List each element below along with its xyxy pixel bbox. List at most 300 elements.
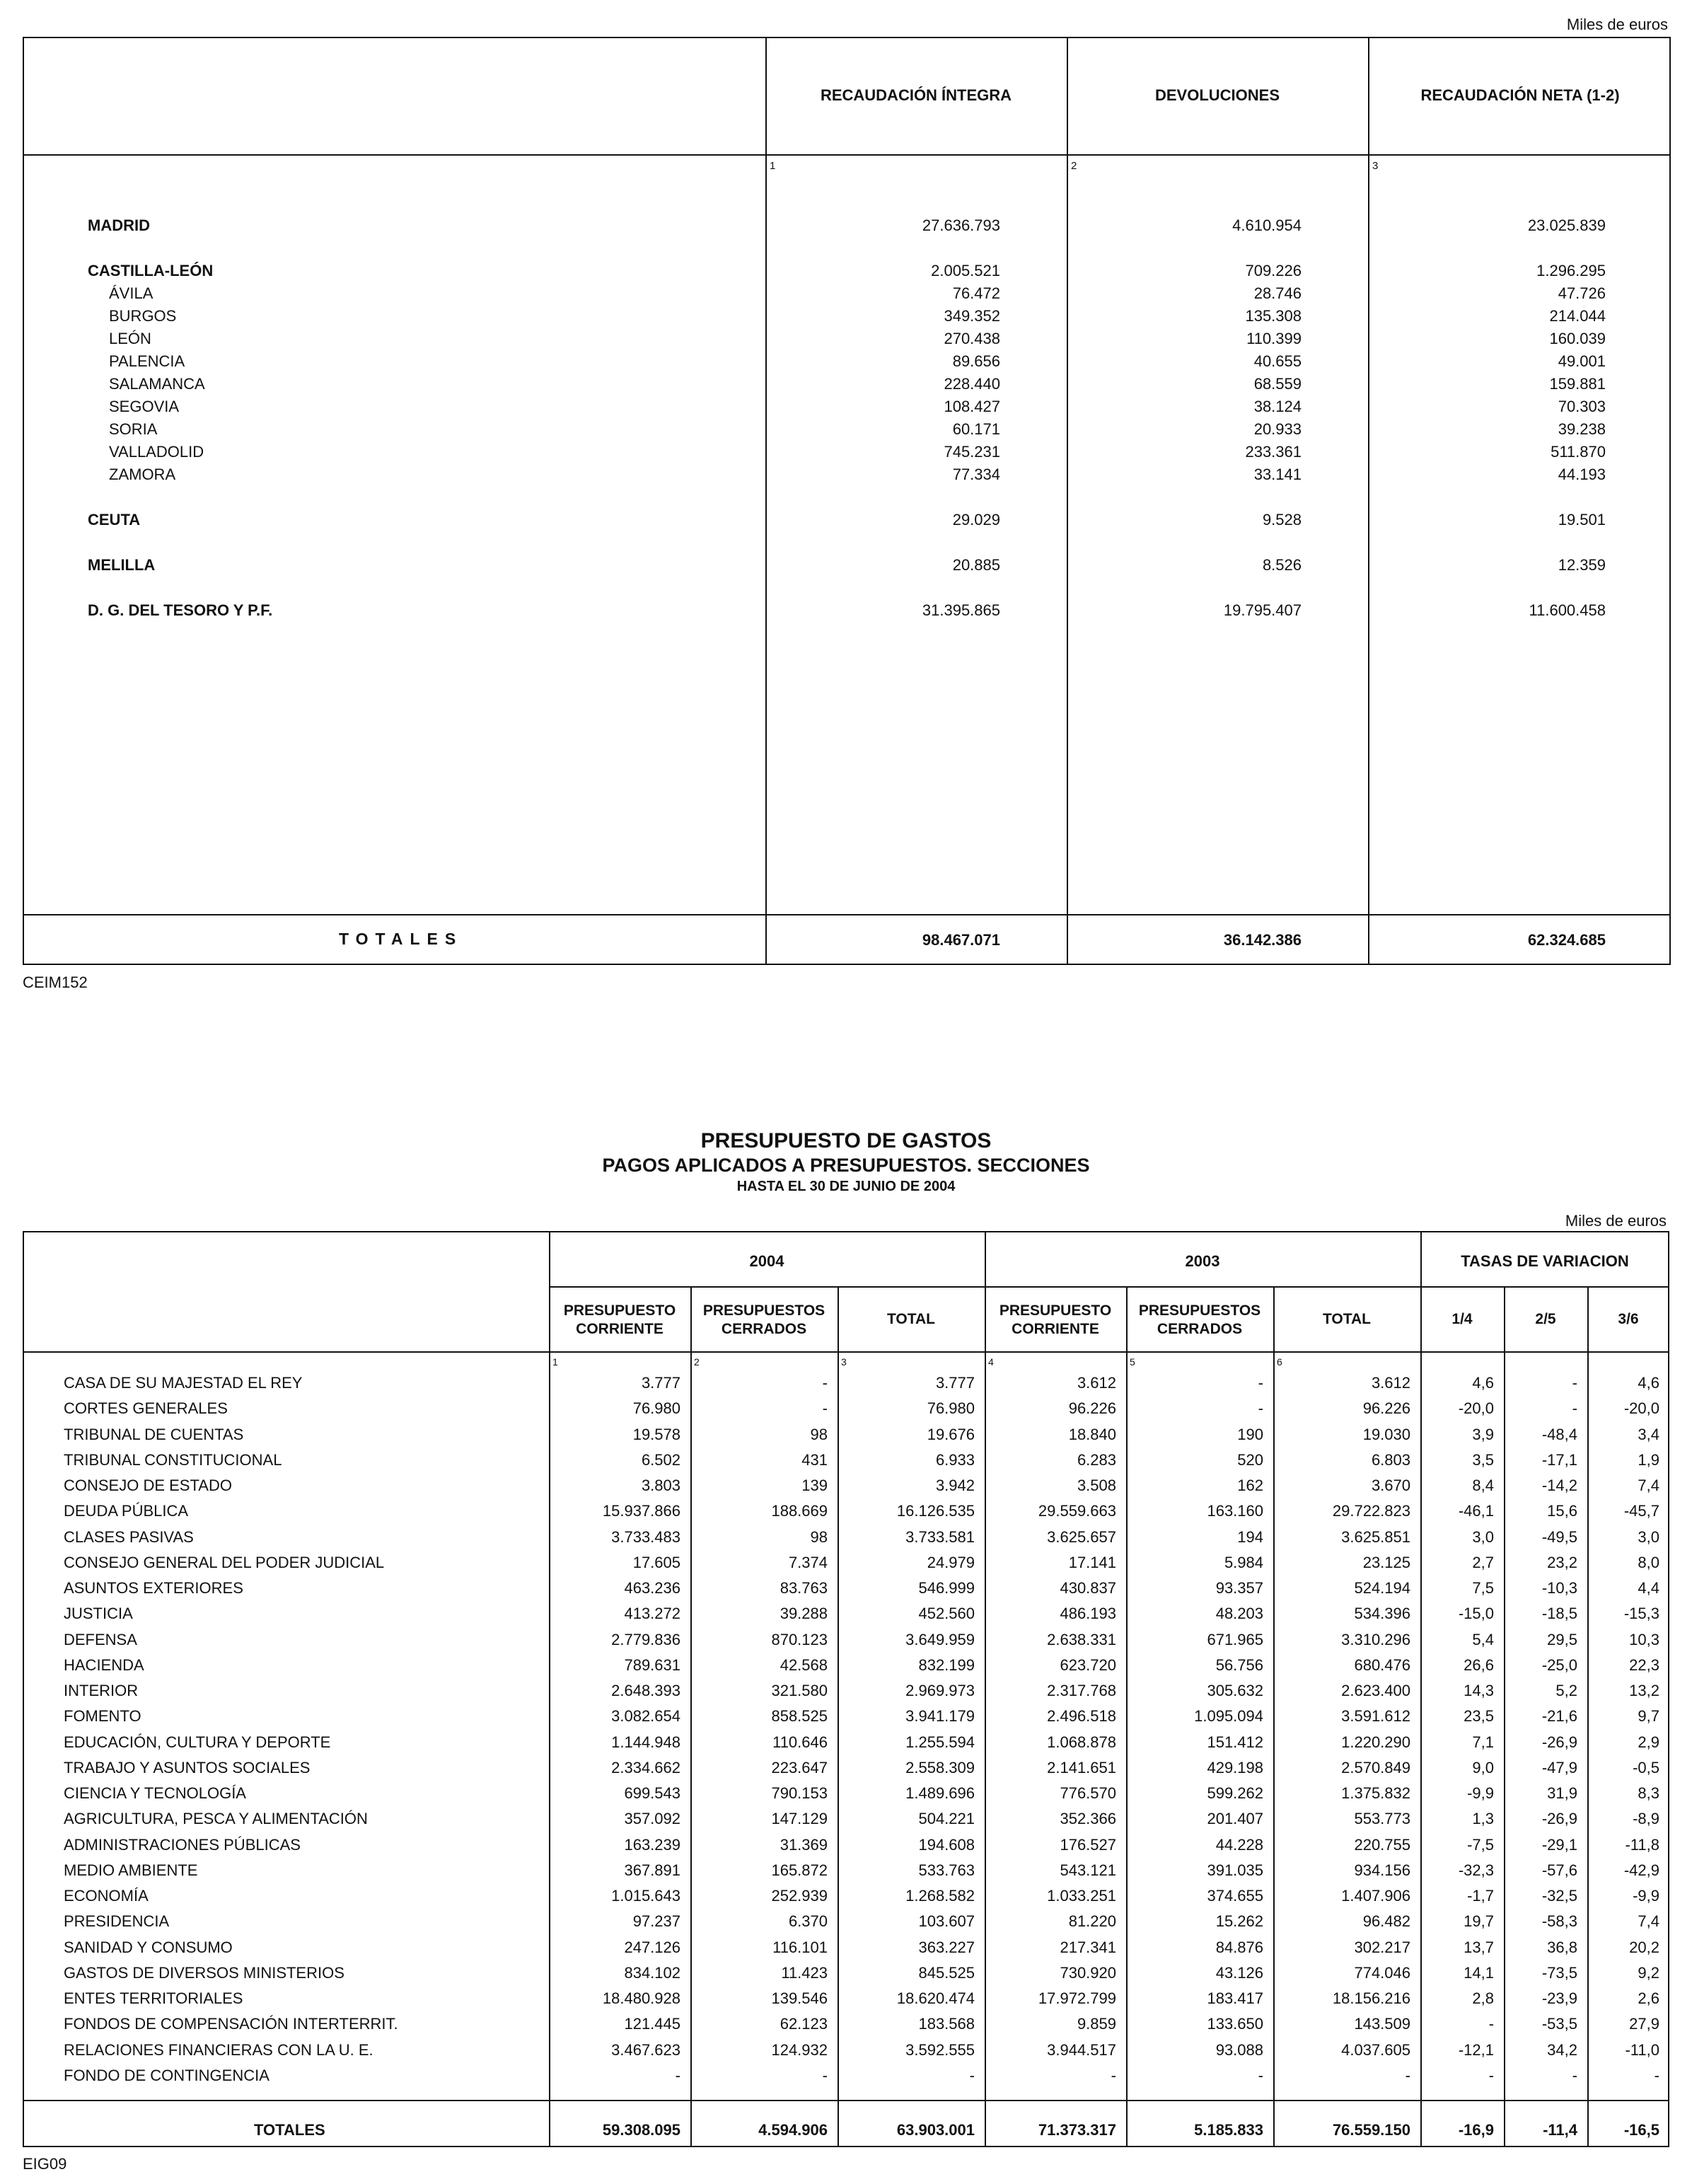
cell-total-2003: 220.755: [1354, 1836, 1410, 1854]
cell-devoluciones: 135.308: [1245, 307, 1302, 325]
cell-pres-corriente-2003: 352.366: [1060, 1810, 1116, 1827]
cell-tasa-3-6: -11,8: [1625, 1836, 1659, 1854]
cell-tasa-1-4: 13,7: [1464, 1939, 1494, 1956]
row-label: ADMINISTRACIONES PÚBLICAS: [64, 1836, 301, 1854]
cell-recaudacion-neta: 49.001: [1558, 352, 1606, 370]
cell-total-2004: 6.933: [935, 1451, 975, 1469]
cell-pres-cerrados-2003: 599.262: [1207, 1784, 1263, 1802]
cell-pres-corriente-2004: 247.126: [624, 1939, 680, 1956]
cell-tasa-3-6: -11,0: [1625, 2041, 1659, 2059]
cell-tasa-1-4: -1,7: [1467, 1887, 1494, 1905]
cell-pres-corriente-2003: 9.859: [1077, 2015, 1116, 2033]
subheader-line: PRESUPUESTOS: [702, 1302, 825, 1319]
cell-pres-cerrados-2004: 188.669: [771, 1502, 828, 1520]
cell-tasa-3-6: 7,4: [1638, 1477, 1659, 1494]
cell-pres-corriente-2004: 76.980: [632, 1399, 680, 1417]
cell-tasa-3-6: -8,9: [1633, 1810, 1659, 1827]
row-label: LEÓN: [109, 330, 151, 347]
cell-pres-cerrados-2003: -: [1258, 2067, 1263, 2084]
cell-tasa-1-4: 1,3: [1472, 1810, 1494, 1827]
row-label: RELACIONES FINANCIERAS CON LA U. E.: [64, 2041, 373, 2059]
header-divider: [549, 1286, 1668, 1288]
cell-devoluciones: 9.528: [1262, 511, 1302, 528]
cell-pres-cerrados-2003: 48.203: [1215, 1605, 1263, 1622]
cell-total-2004: 832.199: [918, 1656, 975, 1674]
row-label: FONDOS DE COMPENSACIÓN INTERTERRIT.: [64, 2015, 398, 2033]
cell-total-2003: 3.625.851: [1341, 1528, 1410, 1546]
subheader-line: 2/5: [1535, 1311, 1556, 1327]
cell-pres-corriente-2003: 96.226: [1068, 1399, 1116, 1417]
cell-pres-corriente-2004: 3.467.623: [611, 2041, 680, 2059]
cell-pres-cerrados-2004: 139: [801, 1477, 828, 1494]
cell-tasa-3-6: 2,6: [1638, 1989, 1659, 2007]
cell-pres-corriente-2003: 18.840: [1068, 1426, 1116, 1443]
cell-pres-corriente-2004: 834.102: [624, 1964, 680, 1982]
row-label: CASA DE SU MAJESTAD EL REY: [64, 1374, 303, 1392]
cell-pres-cerrados-2003: 15.262: [1215, 1912, 1263, 1930]
cell-total-2004: 194.608: [918, 1836, 975, 1854]
cell-total-2004: 3.941.179: [905, 1707, 975, 1725]
totals-divider: [24, 2100, 1668, 2101]
header-year-2004: 2004: [749, 1252, 784, 1270]
units-label-table1: Miles de euros: [1566, 16, 1668, 33]
cell-devoluciones: 28.746: [1253, 284, 1302, 302]
cell-pres-cerrados-2004: -: [822, 1399, 828, 1417]
cell-pres-cerrados-2003: 190: [1237, 1426, 1263, 1443]
cell-pres-corriente-2003: 17.972.799: [1038, 1989, 1116, 2007]
cell-total-2003: 23.125: [1362, 1554, 1410, 1571]
row-label: EDUCACIÓN, CULTURA Y DEPORTE: [64, 1733, 331, 1751]
cell-pres-cerrados-2003: 56.756: [1215, 1656, 1263, 1674]
cell-pres-corriente-2003: 3.625.657: [1047, 1528, 1116, 1546]
cell-total-2003: 3.612: [1371, 1374, 1410, 1392]
total-tasa-2-5: -11,4: [1543, 2121, 1577, 2139]
cell-pres-cerrados-2003: 429.198: [1207, 1759, 1263, 1776]
cell-tasa-1-4: -20,0: [1458, 1399, 1494, 1417]
cell-total-2003: 96.482: [1362, 1912, 1410, 1930]
cell-tasa-1-4: -: [1488, 2015, 1494, 2033]
cell-tasa-2-5: -23,9: [1541, 1989, 1577, 2007]
total-tasa-1-4: -16,9: [1458, 2121, 1494, 2139]
cell-pres-cerrados-2003: 163.160: [1207, 1502, 1263, 1520]
cell-tasa-3-6: 9,7: [1638, 1707, 1659, 1725]
cell-pres-cerrados-2004: 31.369: [780, 1836, 828, 1854]
cell-total-2004: 19.676: [927, 1426, 975, 1443]
cell-pres-cerrados-2004: -: [822, 2067, 828, 2084]
row-label: JUSTICIA: [64, 1605, 133, 1622]
subheader-line: TOTAL: [1322, 1311, 1372, 1327]
cell-pres-corriente-2004: 121.445: [624, 2015, 680, 2033]
cell-pres-cerrados-2003: 44.228: [1215, 1836, 1263, 1854]
cell-tasa-2-5: -10,3: [1541, 1579, 1577, 1597]
cell-pres-corriente-2003: 3.508: [1077, 1477, 1116, 1494]
column-divider: [1067, 38, 1068, 964]
cell-recaudacion-integra: 20.885: [952, 556, 1000, 574]
row-label: FONDO DE CONTINGENCIA: [64, 2067, 270, 2084]
page-title: PRESUPUESTO DE GASTOS: [700, 1129, 992, 1152]
row-label: MEDIO AMBIENTE: [64, 1861, 198, 1879]
cell-tasa-1-4: 7,5: [1472, 1579, 1494, 1597]
budget-payments-table: [23, 1231, 1669, 2147]
cell-total-2003: 1.407.906: [1341, 1887, 1410, 1905]
cell-pres-corriente-2004: 19.578: [632, 1426, 680, 1443]
cell-tasa-3-6: -9,9: [1633, 1887, 1659, 1905]
page-subtitle: PAGOS APLICADOS A PRESUPUESTOS. SECCIONES: [602, 1155, 1090, 1176]
cell-total-2003: 934.156: [1354, 1861, 1410, 1879]
cell-pres-cerrados-2004: 6.370: [788, 1912, 828, 1930]
cell-recaudacion-neta: 23.025.839: [1527, 216, 1606, 234]
cell-tasa-1-4: 2,8: [1472, 1989, 1494, 2007]
cell-tasa-1-4: -12,1: [1458, 2041, 1494, 2059]
cell-recaudacion-neta: 39.238: [1558, 420, 1606, 438]
row-label: BURGOS: [109, 307, 177, 325]
header-devoluciones: DEVOLUCIONES: [1154, 86, 1280, 104]
cell-pres-corriente-2004: 463.236: [624, 1579, 680, 1597]
cell-tasa-1-4: -9,9: [1467, 1784, 1494, 1802]
cell-pres-cerrados-2004: -: [822, 1374, 828, 1392]
cell-recaudacion-integra: 27.636.793: [922, 216, 1000, 234]
cell-total-2004: 533.763: [918, 1861, 975, 1879]
cell-tasa-3-6: 9,2: [1638, 1964, 1659, 1982]
cell-tasa-2-5: 15,6: [1547, 1502, 1577, 1520]
cell-pres-cerrados-2003: 305.632: [1207, 1682, 1263, 1699]
cell-pres-corriente-2003: 1.068.878: [1047, 1733, 1116, 1751]
cell-recaudacion-neta: 11.600.458: [1529, 601, 1606, 619]
cell-pres-corriente-2003: 17.141: [1068, 1554, 1116, 1571]
cell-pres-corriente-2004: 699.543: [624, 1784, 680, 1802]
total-pres-corriente-2004: 59.308.095: [602, 2121, 680, 2139]
row-label: SALAMANCA: [109, 375, 205, 393]
cell-tasa-3-6: 4,4: [1638, 1579, 1659, 1597]
cell-devoluciones: 8.526: [1262, 556, 1302, 574]
row-label: VALLADOLID: [109, 443, 204, 461]
total-tasa-3-6: -16,5: [1623, 2121, 1659, 2139]
cell-tasa-2-5: 23,2: [1547, 1554, 1577, 1571]
column-number: 1: [552, 1356, 558, 1368]
cell-tasa-3-6: 10,3: [1629, 1631, 1659, 1648]
row-label: ZAMORA: [109, 466, 176, 483]
row-label: ASUNTOS EXTERIORES: [64, 1579, 243, 1597]
subheader-line: CERRADOS: [1157, 1321, 1243, 1337]
cell-total-2003: 534.396: [1354, 1605, 1410, 1622]
cell-total-2003: 1.375.832: [1341, 1784, 1410, 1802]
cell-pres-cerrados-2003: 391.035: [1207, 1861, 1263, 1879]
cell-total-2003: 524.194: [1354, 1579, 1410, 1597]
total-pres-cerrados-2003: 5.185.833: [1194, 2121, 1263, 2139]
cell-tasa-2-5: 31,9: [1547, 1784, 1577, 1802]
row-label: DEUDA PÚBLICA: [64, 1502, 189, 1520]
cell-recaudacion-integra: 270.438: [944, 330, 1000, 347]
subheader-line: 1/4: [1451, 1311, 1473, 1327]
cell-pres-cerrados-2003: 183.417: [1207, 1989, 1263, 2007]
cell-tasa-3-6: 27,9: [1629, 2015, 1659, 2033]
cell-devoluciones: 20.933: [1253, 420, 1302, 438]
cell-pres-cerrados-2003: 93.357: [1215, 1579, 1263, 1597]
cell-pres-corriente-2003: 730.920: [1060, 1964, 1116, 1982]
header-divider: [24, 154, 1669, 156]
column-number: 5: [1130, 1356, 1135, 1368]
column-divider: [1368, 38, 1369, 964]
cell-total-2004: -: [969, 2067, 975, 2084]
cell-tasa-3-6: 13,2: [1629, 1682, 1659, 1699]
cell-tasa-1-4: -7,5: [1467, 1836, 1494, 1854]
cell-pres-corriente-2003: 6.283: [1077, 1451, 1116, 1469]
cell-tasa-1-4: 5,4: [1472, 1631, 1494, 1648]
cell-recaudacion-integra: 228.440: [944, 375, 1000, 393]
cell-pres-corriente-2003: 217.341: [1060, 1939, 1116, 1956]
cell-tasa-2-5: 5,2: [1555, 1682, 1577, 1699]
header-tasas-variacion: TASAS DE VARIACION: [1461, 1252, 1629, 1270]
subheader-line: CORRIENTE: [576, 1321, 664, 1337]
total-devoluciones: 36.142.386: [1223, 931, 1302, 949]
row-label: TRIBUNAL DE CUENTAS: [64, 1426, 244, 1443]
total-pres-cerrados-2004: 4.594.906: [758, 2121, 828, 2139]
cell-tasa-1-4: 19,7: [1464, 1912, 1494, 1930]
cell-pres-corriente-2004: 789.631: [624, 1656, 680, 1674]
cell-tasa-3-6: 3,4: [1638, 1426, 1659, 1443]
subheader-line: CORRIENTE: [1012, 1321, 1099, 1337]
cell-total-2003: 96.226: [1362, 1399, 1410, 1417]
cell-tasa-2-5: -73,5: [1541, 1964, 1577, 1982]
cell-tasa-1-4: 14,1: [1464, 1964, 1494, 1982]
row-label: CORTES GENERALES: [64, 1399, 228, 1417]
row-label: MELILLA: [88, 556, 156, 574]
row-label: CASTILLA-LEÓN: [88, 262, 214, 279]
column-number: 3: [841, 1356, 847, 1368]
cell-tasa-1-4: 4,6: [1472, 1374, 1494, 1392]
cell-total-2004: 2.558.309: [905, 1759, 975, 1776]
cell-pres-cerrados-2004: 870.123: [771, 1631, 828, 1648]
cell-pres-cerrados-2004: 98: [810, 1528, 828, 1546]
row-label: ÁVILA: [109, 284, 153, 302]
cell-pres-cerrados-2003: 133.650: [1207, 2015, 1263, 2033]
cell-pres-corriente-2004: 18.480.928: [602, 1989, 680, 2007]
header-recaudacion-integra: RECAUDACIÓN ÍNTEGRA: [820, 86, 1012, 104]
cell-recaudacion-integra: 745.231: [944, 443, 1000, 461]
cell-pres-corriente-2004: 163.239: [624, 1836, 680, 1854]
cell-tasa-1-4: 14,3: [1464, 1682, 1494, 1699]
subheader-line: PRESUPUESTO: [563, 1302, 676, 1319]
cell-total-2003: 302.217: [1354, 1939, 1410, 1956]
cell-devoluciones: 4.610.954: [1232, 216, 1302, 234]
cell-tasa-2-5: -26,9: [1541, 1733, 1577, 1751]
cell-tasa-1-4: -46,1: [1458, 1502, 1494, 1520]
column-number: 4: [988, 1356, 994, 1368]
row-label: PALENCIA: [109, 352, 185, 370]
cell-pres-corriente-2004: 17.605: [632, 1554, 680, 1571]
cell-recaudacion-neta: 19.501: [1558, 511, 1606, 528]
header-year-2003: 2003: [1185, 1252, 1220, 1270]
row-label: ECONOMÍA: [64, 1887, 149, 1905]
cell-tasa-3-6: -0,5: [1633, 1759, 1659, 1776]
cell-pres-cerrados-2003: 194: [1237, 1528, 1263, 1546]
cell-pres-corriente-2004: 3.777: [641, 1374, 680, 1392]
cell-pres-cerrados-2004: 98: [810, 1426, 828, 1443]
row-label: FOMENTO: [64, 1707, 141, 1725]
cell-tasa-2-5: -49,5: [1541, 1528, 1577, 1546]
cell-pres-cerrados-2004: 431: [801, 1451, 828, 1469]
cell-pres-corriente-2004: 1.015.643: [611, 1887, 680, 1905]
cell-pres-corriente-2003: 2.638.331: [1047, 1631, 1116, 1648]
subheader-pres-cerrados-2003: [1126, 1302, 1273, 1339]
cell-tasa-1-4: -15,0: [1458, 1605, 1494, 1622]
cell-pres-cerrados-2004: 223.647: [771, 1759, 828, 1776]
cell-total-2003: 3.670: [1371, 1477, 1410, 1494]
cell-pres-corriente-2003: 486.193: [1060, 1605, 1116, 1622]
cell-tasa-3-6: 4,6: [1638, 1374, 1659, 1392]
document-code: EIG09: [23, 2155, 67, 2173]
cell-total-2003: 774.046: [1354, 1964, 1410, 1982]
cell-pres-corriente-2004: 367.891: [624, 1861, 680, 1879]
cell-tasa-1-4: 3,5: [1472, 1451, 1494, 1469]
totals-label: TOTALES: [254, 2121, 325, 2139]
totals-divider: [24, 914, 1669, 915]
page-date: HASTA EL 30 DE JUNIO DE 2004: [736, 1179, 956, 1194]
cell-pres-cerrados-2004: 147.129: [771, 1810, 828, 1827]
cell-tasa-1-4: 3,9: [1472, 1426, 1494, 1443]
cell-pres-corriente-2003: 2.317.768: [1047, 1682, 1116, 1699]
cell-total-2004: 452.560: [918, 1605, 975, 1622]
cell-total-2004: 3.592.555: [905, 2041, 975, 2059]
cell-tasa-2-5: 34,2: [1547, 2041, 1577, 2059]
cell-devoluciones: 110.399: [1246, 330, 1302, 347]
total-total-2003: 76.559.150: [1332, 2121, 1410, 2139]
cell-devoluciones: 38.124: [1253, 398, 1302, 415]
cell-tasa-1-4: 9,0: [1472, 1759, 1494, 1776]
row-label: AGRICULTURA, PESCA Y ALIMENTACIÓN: [64, 1810, 368, 1827]
cell-total-2004: 183.568: [918, 2015, 975, 2033]
cell-total-2004: 3.777: [935, 1374, 975, 1392]
cell-pres-corriente-2004: 357.092: [624, 1810, 680, 1827]
cell-tasa-2-5: 36,8: [1547, 1939, 1577, 1956]
cell-devoluciones: 19.795.407: [1223, 601, 1302, 619]
header-divider: [24, 1351, 1668, 1353]
cell-tasa-2-5: -25,0: [1541, 1656, 1577, 1674]
cell-pres-cerrados-2004: 139.546: [771, 1989, 828, 2007]
cell-total-2004: 1.489.696: [905, 1784, 975, 1802]
subheader-tasa-3-6: [1587, 1310, 1669, 1329]
cell-pres-cerrados-2004: 321.580: [771, 1682, 828, 1699]
column-number: 1: [770, 160, 776, 172]
cell-pres-cerrados-2004: 83.763: [780, 1579, 828, 1597]
cell-pres-cerrados-2004: 62.123: [780, 2015, 828, 2033]
row-label: CONSEJO GENERAL DEL PODER JUDICIAL: [64, 1554, 385, 1571]
cell-tasa-3-6: 8,3: [1638, 1784, 1659, 1802]
cell-pres-cerrados-2004: 165.872: [771, 1861, 828, 1879]
subheader-line: PRESUPUESTO: [999, 1302, 1112, 1319]
cell-total-2004: 1.255.594: [905, 1733, 975, 1751]
cell-pres-cerrados-2003: 374.655: [1207, 1887, 1263, 1905]
subheader-total-2003: [1273, 1310, 1420, 1329]
cell-pres-cerrados-2004: 858.525: [771, 1707, 828, 1725]
cell-total-2004: 24.979: [927, 1554, 975, 1571]
cell-pres-cerrados-2003: 151.412: [1207, 1733, 1263, 1751]
cell-recaudacion-integra: 31.395.865: [922, 601, 1000, 619]
cell-tasa-3-6: 2,9: [1638, 1733, 1659, 1751]
cell-tasa-2-5: -47,9: [1541, 1759, 1577, 1776]
subheader-pres-cerrados-2004: [690, 1302, 838, 1339]
cell-tasa-3-6: -45,7: [1623, 1502, 1659, 1520]
column-number: 6: [1277, 1356, 1282, 1368]
cell-recaudacion-neta: 70.303: [1558, 398, 1606, 415]
cell-tasa-1-4: 3,0: [1472, 1528, 1494, 1546]
cell-tasa-3-6: -42,9: [1623, 1861, 1659, 1879]
row-label: DEFENSA: [64, 1631, 137, 1648]
cell-pres-cerrados-2003: 5.984: [1224, 1554, 1263, 1571]
cell-tasa-3-6: -: [1654, 2067, 1659, 2084]
subheader-total-2004: [838, 1310, 985, 1329]
cell-devoluciones: 233.361: [1245, 443, 1302, 461]
cell-total-2004: 363.227: [918, 1939, 975, 1956]
cell-tasa-2-5: -53,5: [1541, 2015, 1577, 2033]
cell-pres-corriente-2003: 430.837: [1060, 1579, 1116, 1597]
cell-recaudacion-neta: 160.039: [1549, 330, 1606, 347]
row-label: ENTES TERRITORIALES: [64, 1989, 243, 2007]
cell-pres-cerrados-2004: 110.646: [772, 1733, 828, 1751]
cell-pres-cerrados-2004: 11.423: [781, 1964, 828, 1982]
cell-pres-corriente-2003: 2.496.518: [1047, 1707, 1116, 1725]
cell-pres-cerrados-2003: -: [1258, 1399, 1263, 1417]
cell-total-2004: 76.980: [927, 1399, 975, 1417]
cell-pres-corriente-2004: 413.272: [624, 1605, 680, 1622]
cell-total-2003: 19.030: [1362, 1426, 1410, 1443]
cell-pres-cerrados-2003: 162: [1237, 1477, 1263, 1494]
cell-devoluciones: 709.226: [1245, 262, 1302, 279]
cell-pres-cerrados-2004: 116.101: [772, 1939, 828, 1956]
cell-total-2003: 3.591.612: [1341, 1707, 1410, 1725]
cell-recaudacion-integra: 349.352: [944, 307, 1000, 325]
row-label: TRABAJO Y ASUNTOS SOCIALES: [64, 1759, 311, 1776]
cell-tasa-3-6: 22,3: [1629, 1656, 1659, 1674]
cell-pres-corriente-2004: 1.144.948: [611, 1733, 680, 1751]
document-code: CEIM152: [23, 973, 88, 991]
row-label: TRIBUNAL CONSTITUCIONAL: [64, 1451, 282, 1469]
row-label: SANIDAD Y CONSUMO: [64, 1939, 233, 1956]
cell-pres-corriente-2004: 6.502: [641, 1451, 680, 1469]
cell-recaudacion-neta: 214.044: [1549, 307, 1606, 325]
cell-pres-cerrados-2003: 43.126: [1215, 1964, 1263, 1982]
cell-devoluciones: 68.559: [1253, 375, 1302, 393]
cell-tasa-3-6: 7,4: [1638, 1912, 1659, 1930]
cell-devoluciones: 33.141: [1253, 466, 1302, 483]
cell-pres-cerrados-2004: 39.288: [780, 1605, 828, 1622]
cell-total-2003: 143.509: [1354, 2015, 1410, 2033]
cell-recaudacion-integra: 89.656: [952, 352, 1000, 370]
cell-total-2003: 2.570.849: [1341, 1759, 1410, 1776]
cell-tasa-2-5: -: [1572, 2067, 1577, 2084]
cell-pres-cerrados-2003: 1.095.094: [1194, 1707, 1263, 1725]
cell-pres-corriente-2003: 2.141.651: [1047, 1759, 1116, 1776]
cell-tasa-1-4: -: [1488, 2067, 1494, 2084]
cell-total-2003: 2.623.400: [1341, 1682, 1410, 1699]
cell-tasa-3-6: -15,3: [1623, 1605, 1659, 1622]
totals-label: TOTALES: [339, 930, 463, 948]
cell-total-2004: 3.649.959: [905, 1631, 975, 1648]
cell-total-2004: 18.620.474: [896, 1989, 975, 2007]
cell-pres-cerrados-2004: 252.939: [771, 1887, 828, 1905]
cell-total-2003: 6.803: [1371, 1451, 1410, 1469]
cell-tasa-2-5: -17,1: [1541, 1451, 1577, 1469]
cell-pres-corriente-2003: 3.944.517: [1047, 2041, 1116, 2059]
column-number: 2: [694, 1356, 700, 1368]
cell-pres-corriente-2003: 623.720: [1060, 1656, 1116, 1674]
cell-total-2003: 3.310.296: [1341, 1631, 1410, 1648]
cell-total-2004: 103.607: [918, 1912, 975, 1930]
total-recaudacion-neta: 62.324.685: [1527, 931, 1606, 949]
header-recaudacion-neta: RECAUDACIÓN NETA (1-2): [1420, 86, 1620, 104]
cell-total-2003: 680.476: [1354, 1656, 1410, 1674]
cell-pres-cerrados-2004: 42.568: [780, 1656, 828, 1674]
